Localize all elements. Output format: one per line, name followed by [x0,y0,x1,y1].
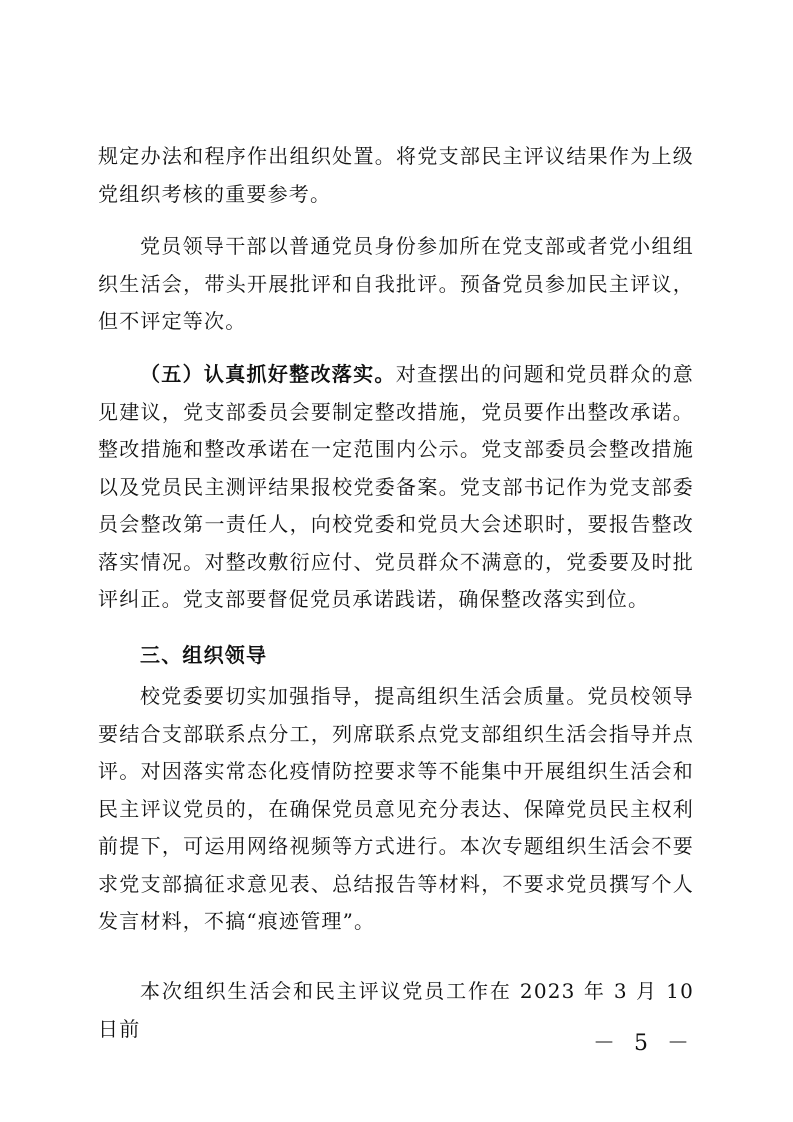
paragraph-rectification [98,356,694,619]
paragraph-deadline: 本次组织生活会和民主评议党员工作在 2023 年 3 月 10 日前 [98,979,694,1041]
paragraph-party-leaders: 党员领导干部以普通党员身份参加所在党支部或者党小组组织生活会，带头开展批评和自我批评。预备党员参加民主评议，但不评定等次。 [98,234,694,333]
paragraph-continuation: 规定办法和程序作出组织处置。将党支部民主评议结果作为上级党组织考核的重要参考。 [98,144,694,206]
paragraph-rectification-lead: （五）认真抓好整改落实。 [140,362,396,386]
section-heading: 三、组织领导 [140,643,268,667]
page-number: － 5 － [593,1031,695,1056]
paragraph-rectification-body: 对查摆出的问题和党员群众的意见建议，党支部委员会要制定整改措施，党员要作出整改承诺。整改措施和整改承诺在一定范围内公示。党支部委员会整改措施以及党员民主测评结果报校党委备案。党支部书记作为党支部委员会整改第一责任人，向校党委和党员大会述职时，要报告整改落实情况。对整改敷衍应付、党员群众不满意的，党委要及时批评纠正。党支部要督促党员承诺践诺，确保整改落实到位。 [98,362,694,611]
paragraph-organization-leadership: 校党委要切实加强指导，提高组织生活会质量。党员校领导要结合支部联系点分工，列席联系点党支部组织生活会指导并点评。对因落实常态化疫情防控要求等不能集中开展组织生活会和民主评议党员的，在确保党员意见充分表达、保障党员民主权利前提下，可运用网络视频等方式进行。本次专题组织生活会不要求党支部搞征求意见表、总结报告等材料，不要求党员撰写个人发言材料，不搞“痕迹管理”。 [98,684,694,933]
